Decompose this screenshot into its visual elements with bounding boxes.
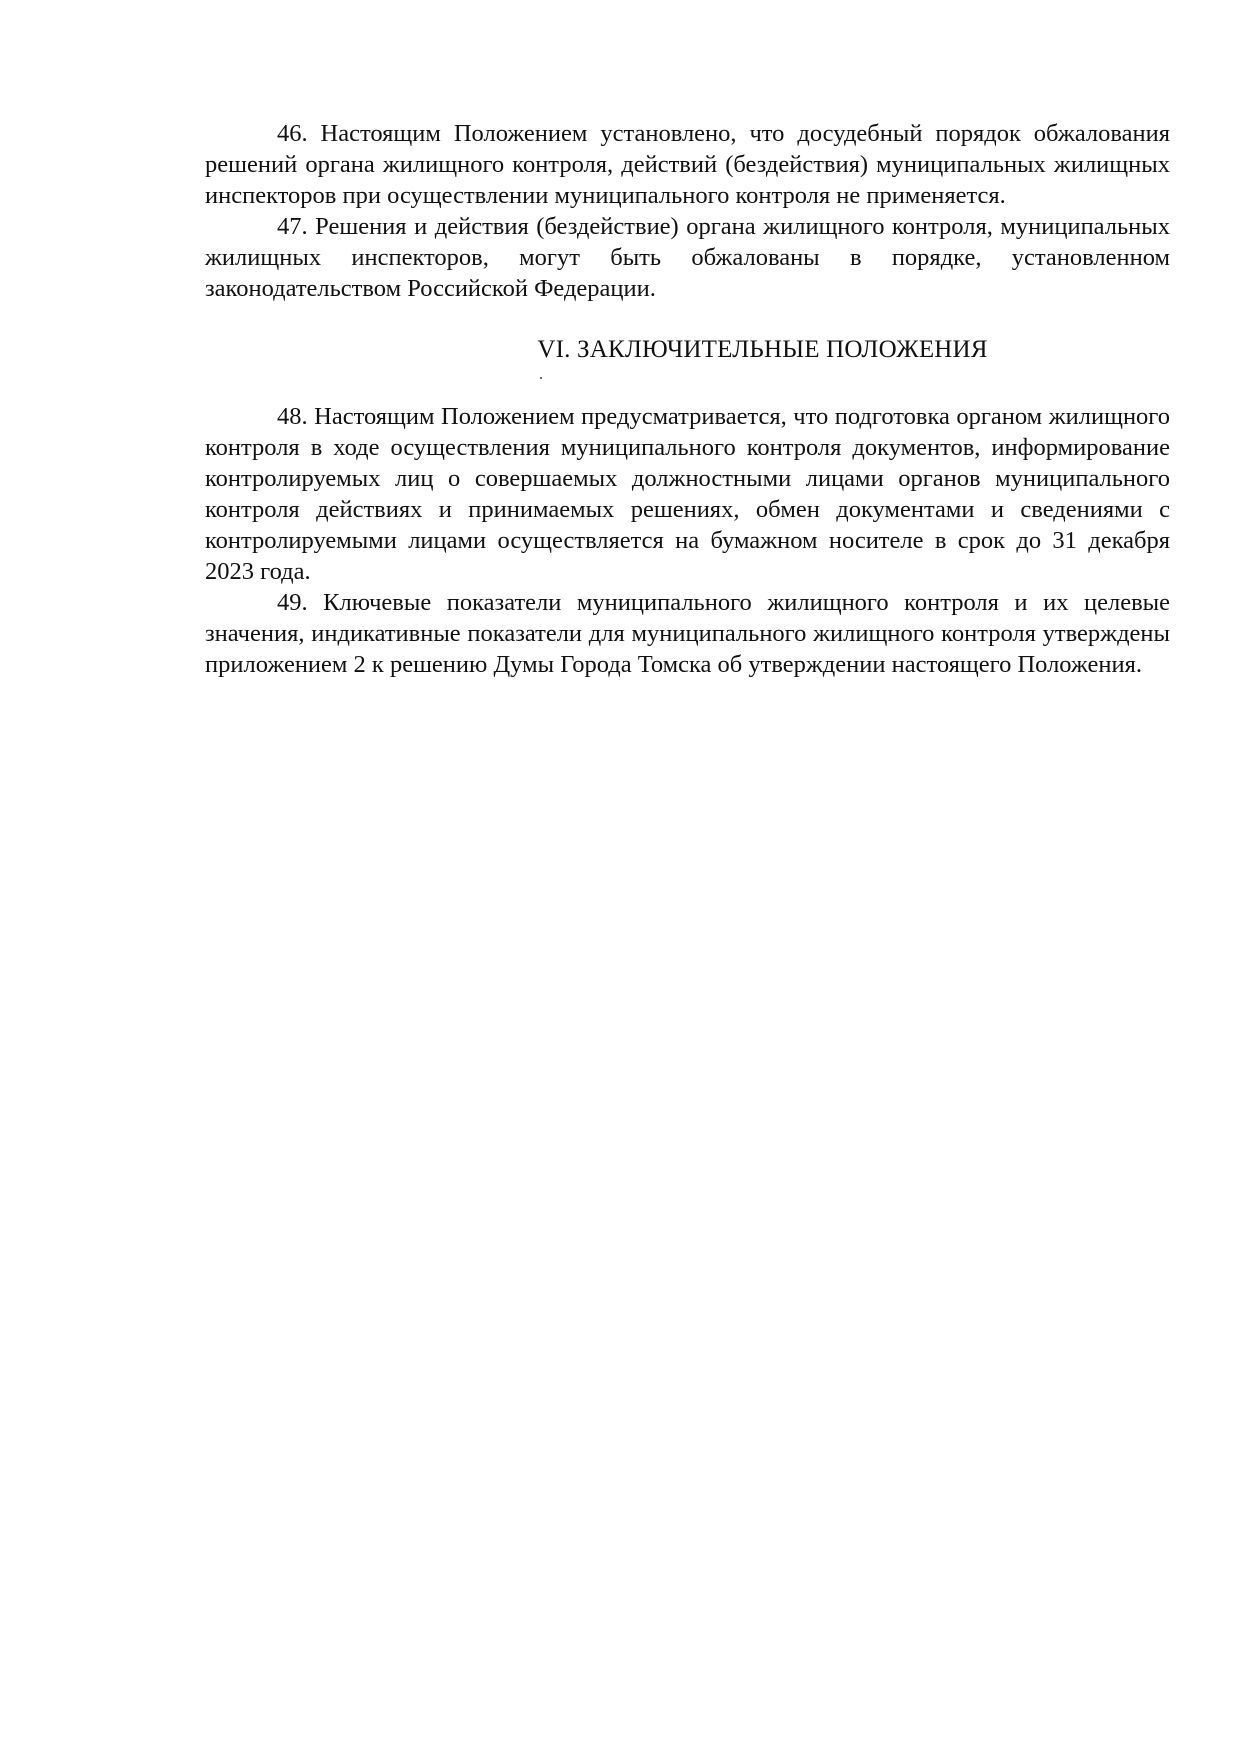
scan-speck [540, 377, 542, 379]
paragraph-46: 46. Настоящим Положением установлено, что досудебный порядок обжалования решений органа жилищного контроля, действий (бездействия) муниципальных жилищных инспекторов при осуществлении муниципального контроля не применяется. [205, 120, 1170, 209]
paragraph-48: 48. Настоящим Положением предусматривается, что подготовка органом жилищного контроля в ходе осуществления муниципального контроля документов, информирование контролируемых лиц о совершаемых должностными лицами органов муниципального контроля действиях и принимаемых решениях, обмен документами и сведениями с контролируемыми лицами осуществляется на бумажном носителе в срок до 31 декабря 2023 года. [205, 403, 1170, 585]
section-heading: VI. ЗАКЛЮЧИТЕЛЬНЫЕ ПОЛОЖЕНИЯ [537, 336, 988, 363]
heading-spacer [205, 365, 1170, 397]
paragraph-49: 49. Ключевые показатели муниципального жилищного контроля и их целевые значения, индикативные показатели для муниципального жилищного контроля утверждены приложением 2 к решению Думы Города Томска об утверждении настоящего Положения. [205, 589, 1170, 678]
document-body [205, 118, 1170, 680]
paragraph-47: 47. Решения и действия (бездействие) органа жилищного контроля, муниципальных жилищных инспекторов, могут быть обжалованы в порядке, установленном законодательством Российской Федерации. [205, 213, 1170, 302]
